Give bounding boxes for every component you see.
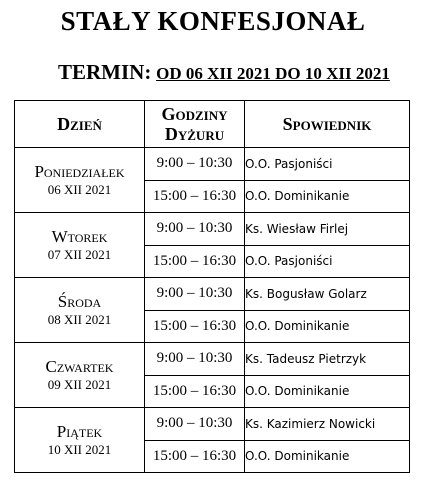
- confessor-cell: Ks. Wiesław Firlej: [245, 213, 410, 246]
- table-row: [15, 148, 410, 181]
- table-row: [15, 278, 410, 311]
- day-date: 09 XII 2021: [47, 377, 112, 392]
- day-cell: [15, 278, 145, 343]
- confessor-cell: Ks. Kazimierz Nowicki: [245, 408, 410, 441]
- hours-cell: 15:00 – 16:30: [145, 375, 245, 408]
- confessor-cell: O.O. Dominikanie: [245, 310, 410, 343]
- header-hours-line2: Dyżuru: [164, 124, 225, 144]
- hours-cell: 15:00 – 16:30: [145, 245, 245, 278]
- day-date: 06 XII 2021: [47, 182, 112, 197]
- day-date: 07 XII 2021: [47, 247, 112, 262]
- hours-cell: 9:00 – 10:30: [145, 408, 245, 441]
- confessor-cell: O.O. Pasjoniści: [245, 245, 410, 278]
- term-label: TERMIN:: [58, 60, 152, 84]
- header-hours-line1: Godziny: [161, 104, 228, 124]
- confessor-cell: O.O. Dominikanie: [245, 440, 410, 473]
- day-date: 10 XII 2021: [47, 442, 112, 457]
- header-row: [15, 101, 410, 148]
- term-line: [58, 60, 390, 85]
- hours-cell: 15:00 – 16:30: [145, 440, 245, 473]
- term-range: OD 06 XII 2021 DO 10 XII 2021: [156, 64, 390, 83]
- confessor-cell: Ks. Bogusław Golarz: [245, 278, 410, 311]
- header-hours: [145, 101, 245, 148]
- hours-cell: 15:00 – 16:30: [145, 180, 245, 213]
- day-cell: [15, 343, 145, 408]
- hours-cell: 15:00 – 16:30: [145, 310, 245, 343]
- day-cell: [15, 408, 145, 473]
- header-confessor: Spowiednik: [245, 101, 410, 148]
- hours-cell: 9:00 – 10:30: [145, 148, 245, 181]
- page-title: STAŁY KONFESJONAŁ: [60, 6, 366, 36]
- confessor-cell: Ks. Tadeusz Pietrzyk: [245, 343, 410, 376]
- day-date: 08 XII 2021: [47, 312, 112, 327]
- table-row: [15, 408, 410, 441]
- hours-cell: 9:00 – 10:30: [145, 278, 245, 311]
- day-name: Wtorek: [51, 227, 108, 246]
- hours-cell: 9:00 – 10:30: [145, 343, 245, 376]
- day-name: Środa: [57, 292, 102, 311]
- schedule-table: [14, 100, 410, 473]
- confessor-cell: O.O. Dominikanie: [245, 180, 410, 213]
- header-day: Dzień: [15, 101, 145, 148]
- hours-cell: 9:00 – 10:30: [145, 213, 245, 246]
- table-row: [15, 213, 410, 246]
- day-name: Czwartek: [45, 357, 114, 376]
- confessor-cell: O.O. Dominikanie: [245, 375, 410, 408]
- day-name: Poniedziałek: [34, 162, 125, 181]
- day-cell: [15, 213, 145, 278]
- day-name: Piątek: [56, 422, 103, 441]
- table-row: [15, 343, 410, 376]
- day-cell: [15, 148, 145, 213]
- confessor-cell: O.O. Pasjoniści: [245, 148, 410, 181]
